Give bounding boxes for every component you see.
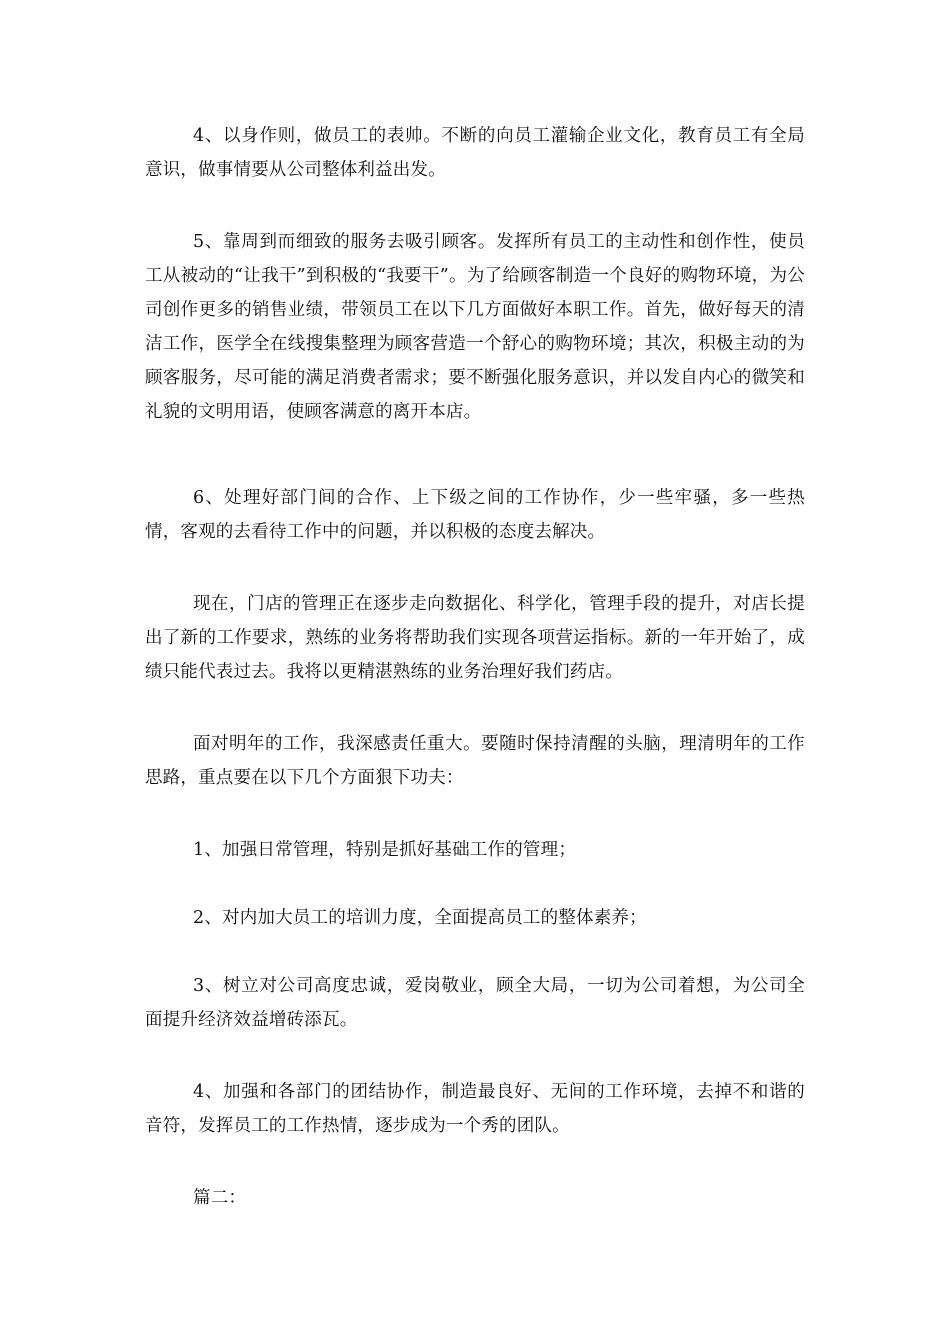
paragraph: 4、以身作则，做员工的表帅。不断的向员工灌输企业文化，教育员工有全局意识，做事情要从公司整体利益出发。 bbox=[145, 126, 805, 180]
paragraph: 面对明年的工作，我深感责任重大。要随时保持清醒的头脑，理清明年的工作思路，重点要在以下几个方面狠下功夫： bbox=[145, 734, 805, 788]
paragraph: 现在，门店的管理正在逐步走向数据化、科学化，管理手段的提升，对店长提出了新的工作要求，熟练的业务将帮助我们实现各项营运指标。新的一年开始了，成绩只能代表过去。我将以更精湛熟练的业务治理好我们药店。 bbox=[145, 594, 805, 682]
list-item: 1、加强日常管理，特别是抓好基础工作的管理； bbox=[193, 840, 577, 860]
paragraph: 5、靠周到而细致的服务去吸引顾客。发挥所有员工的主动性和创作性，使员工从被动的“让我干”到积极的“我要干”。为了给顾客制造一个良好的购物环境，为公司创作更多的销售业绩，带领员工在以下几方面做好本职工作。首先，做好每天的清洁工作，医学全在线搜集整理为顾客营造一个舒心的购物环境；其次，积极主动的为顾客服务，尽可能的满足消费者需求；要不断强化服务意识，并以发自内心的微笑和礼貌的文明用语，使顾客满意的离开本店。 bbox=[145, 232, 805, 422]
list-item: 2、对内加大员工的培训力度，全面提高员工的整体素养； bbox=[193, 908, 647, 928]
list-item: 4、加强和各部门的团结协作，制造最良好、无间的工作环境，去掉不和谐的音符，发挥员工的工作热情，逐步成为一个秀的团队。 bbox=[145, 1082, 805, 1136]
paragraph: 6、处理好部门间的合作、上下级之间的工作协作，少一些牢骚，多一些热情，客观的去看待工作中的问题，并以积极的态度去解决。 bbox=[145, 488, 805, 542]
list-item: 3、树立对公司高度忠诚，爱岗敬业，顾全大局，一切为公司着想，为公司全面提升经济效益增砖添瓦。 bbox=[145, 976, 805, 1030]
section-heading: 篇二： bbox=[193, 1188, 247, 1208]
